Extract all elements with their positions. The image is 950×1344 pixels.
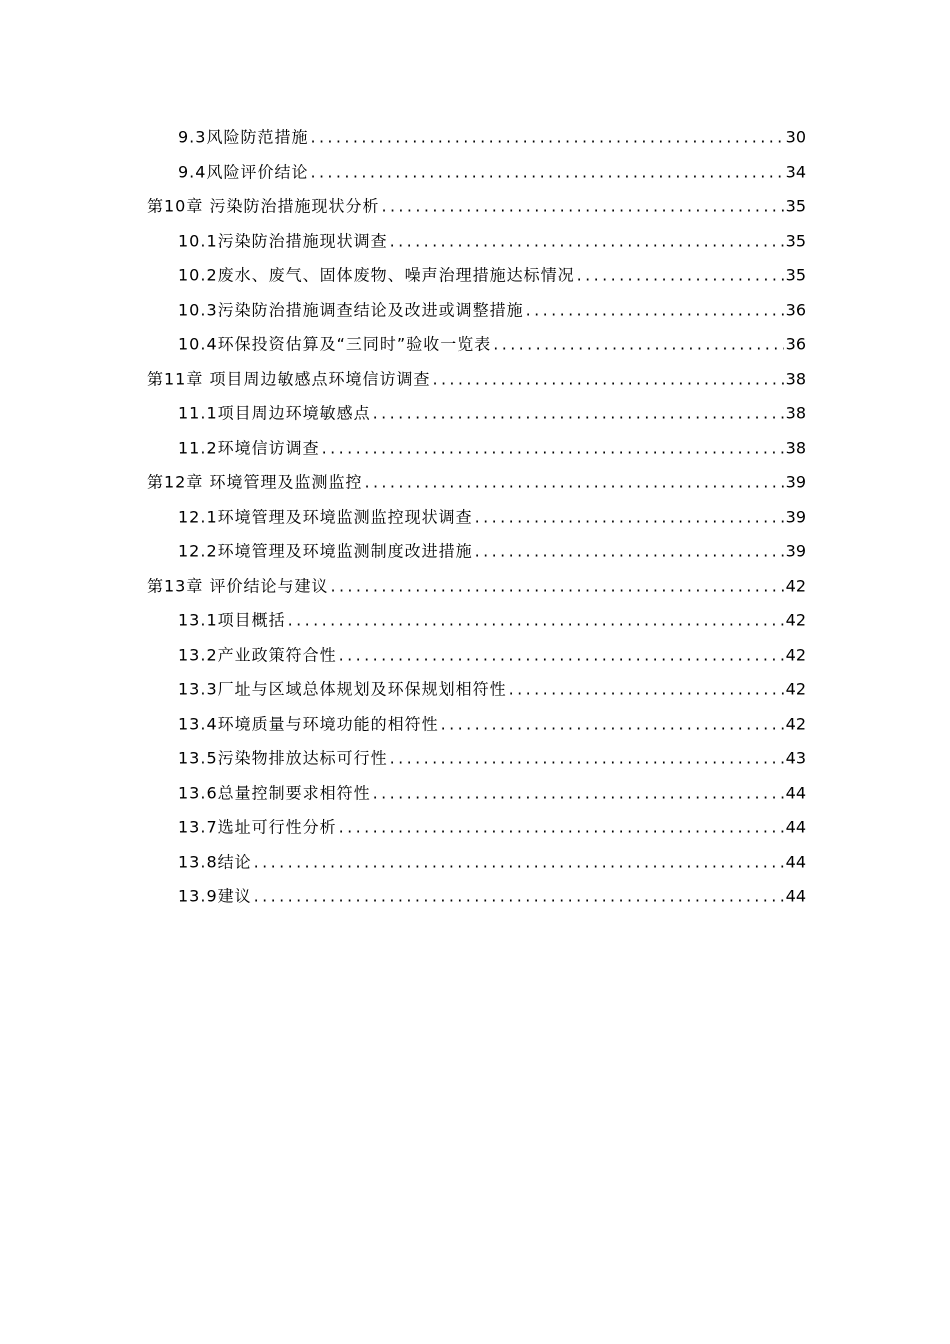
toc-entry-leader xyxy=(493,335,783,354)
toc-entry[interactable] xyxy=(0,499,950,534)
toc-entry[interactable] xyxy=(0,844,950,879)
toc-entry[interactable] xyxy=(0,740,950,775)
toc-entry[interactable] xyxy=(0,154,950,189)
toc-entry-page: 34 xyxy=(785,162,806,182)
toc-entry-leader xyxy=(432,369,783,388)
toc-entry-label: 10.4环保投资估算及“三同时”验收一览表 xyxy=(178,334,492,354)
toc-entry-leader xyxy=(254,852,784,871)
toc-entry-label: 13.4环境质量与环境功能的相符性 xyxy=(178,714,439,734)
toc-entry[interactable] xyxy=(0,533,950,568)
toc-entry-label: 第13章 评价结论与建议 xyxy=(147,576,329,596)
toc-entry-leader xyxy=(254,887,784,906)
toc-chapter-entry[interactable] xyxy=(0,188,950,223)
toc-entry-leader xyxy=(526,300,784,319)
toc-entry-page: 30 xyxy=(785,127,806,147)
toc-entry-label: 11.1项目周边环境敏感点 xyxy=(178,403,371,423)
toc-entry-label: 13.7选址可行性分析 xyxy=(178,817,337,837)
toc-chapter-entry[interactable] xyxy=(0,361,950,396)
toc-entry-page: 39 xyxy=(785,507,806,527)
toc-entry-page: 38 xyxy=(785,369,806,389)
toc-entry[interactable] xyxy=(0,257,950,292)
toc-entry-leader xyxy=(475,507,784,526)
toc-entry-label: 13.5污染物排放达标可行性 xyxy=(178,748,388,768)
toc-entry-page: 44 xyxy=(785,886,806,906)
toc-entry[interactable] xyxy=(0,671,950,706)
toc-entry-page: 44 xyxy=(785,783,806,803)
toc-entry[interactable] xyxy=(0,706,950,741)
toc-entry-label: 12.2环境管理及环境监测制度改进措施 xyxy=(178,541,473,561)
toc-entry-label: 13.1项目概括 xyxy=(178,610,286,630)
toc-entry-page: 44 xyxy=(785,852,806,872)
toc-entry-page: 36 xyxy=(785,334,806,354)
toc-entry[interactable] xyxy=(0,223,950,258)
toc-entry-label: 10.1污染防治措施现状调查 xyxy=(178,231,388,251)
toc-entry-label: 第11章 项目周边敏感点环境信访调查 xyxy=(147,369,431,389)
toc-entry[interactable] xyxy=(0,292,950,327)
toc-entry-leader xyxy=(475,542,784,561)
toc-entry-page: 42 xyxy=(785,576,806,596)
toc-entry-page: 36 xyxy=(785,300,806,320)
toc-entry-page: 38 xyxy=(785,438,806,458)
toc-entry[interactable] xyxy=(0,395,950,430)
toc-entry-leader xyxy=(330,576,783,595)
toc-entry[interactable] xyxy=(0,637,950,672)
toc-entry-label: 第12章 环境管理及监测监控 xyxy=(147,472,363,492)
toc-entry-page: 39 xyxy=(785,541,806,561)
toc-entry-page: 39 xyxy=(785,472,806,492)
toc-entry-page: 35 xyxy=(785,231,806,251)
toc-chapter-entry[interactable] xyxy=(0,568,950,603)
toc-entry-page: 44 xyxy=(785,817,806,837)
toc-entry-leader xyxy=(310,162,783,181)
toc-entry-leader xyxy=(373,404,784,423)
toc-entry-label: 13.8结论 xyxy=(178,852,252,872)
toc-entry-page: 35 xyxy=(785,265,806,285)
toc-entry-page: 42 xyxy=(785,679,806,699)
toc-entry-leader xyxy=(381,197,783,216)
toc-entry-label: 9.3风险防范措施 xyxy=(178,127,309,147)
toc-entry-page: 42 xyxy=(785,645,806,665)
toc-entry-label: 11.2环境信访调查 xyxy=(178,438,320,458)
toc-entry-leader xyxy=(441,714,784,733)
toc-entry-label: 9.4风险评价结论 xyxy=(178,162,309,182)
toc-entry-leader xyxy=(339,645,784,664)
toc-entry-leader xyxy=(322,438,784,457)
toc-entry-label: 10.2废水、废气、固体废物、噪声治理措施达标情况 xyxy=(178,265,575,285)
toc-entry-leader xyxy=(373,783,784,802)
toc-entry-label: 12.1环境管理及环境监测监控现状调查 xyxy=(178,507,473,527)
toc-entry[interactable] xyxy=(0,119,950,154)
toc-entry-leader xyxy=(390,749,784,768)
toc-entry-page: 38 xyxy=(785,403,806,423)
toc-entry-label: 10.3污染防治措施调查结论及改进或调整措施 xyxy=(178,300,524,320)
toc-entry-page: 43 xyxy=(785,748,806,768)
toc-entry-leader xyxy=(339,818,784,837)
toc-entry-page: 42 xyxy=(785,714,806,734)
toc-entry[interactable] xyxy=(0,430,950,465)
toc-entry[interactable] xyxy=(0,775,950,810)
toc-entry[interactable] xyxy=(0,878,950,913)
toc-entry-label: 13.6总量控制要求相符性 xyxy=(178,783,371,803)
toc-entry-label: 第10章 污染防治措施现状分析 xyxy=(147,196,380,216)
toc-entry-leader xyxy=(288,611,784,630)
toc-entry[interactable] xyxy=(0,809,950,844)
toc-entry[interactable] xyxy=(0,602,950,637)
toc-entry[interactable] xyxy=(0,326,950,361)
toc-entry-leader xyxy=(364,473,783,492)
toc-entry-leader xyxy=(390,231,784,250)
table-of-contents xyxy=(0,119,950,913)
toc-entry-leader xyxy=(310,128,783,147)
toc-entry-leader xyxy=(577,266,784,285)
toc-entry-page: 42 xyxy=(785,610,806,630)
toc-entry-page: 35 xyxy=(785,196,806,216)
toc-entry-label: 13.9建议 xyxy=(178,886,252,906)
toc-chapter-entry[interactable] xyxy=(0,464,950,499)
toc-entry-label: 13.2产业政策符合性 xyxy=(178,645,337,665)
toc-entry-label: 13.3厂址与区域总体规划及环保规划相符性 xyxy=(178,679,507,699)
toc-entry-leader xyxy=(509,680,784,699)
